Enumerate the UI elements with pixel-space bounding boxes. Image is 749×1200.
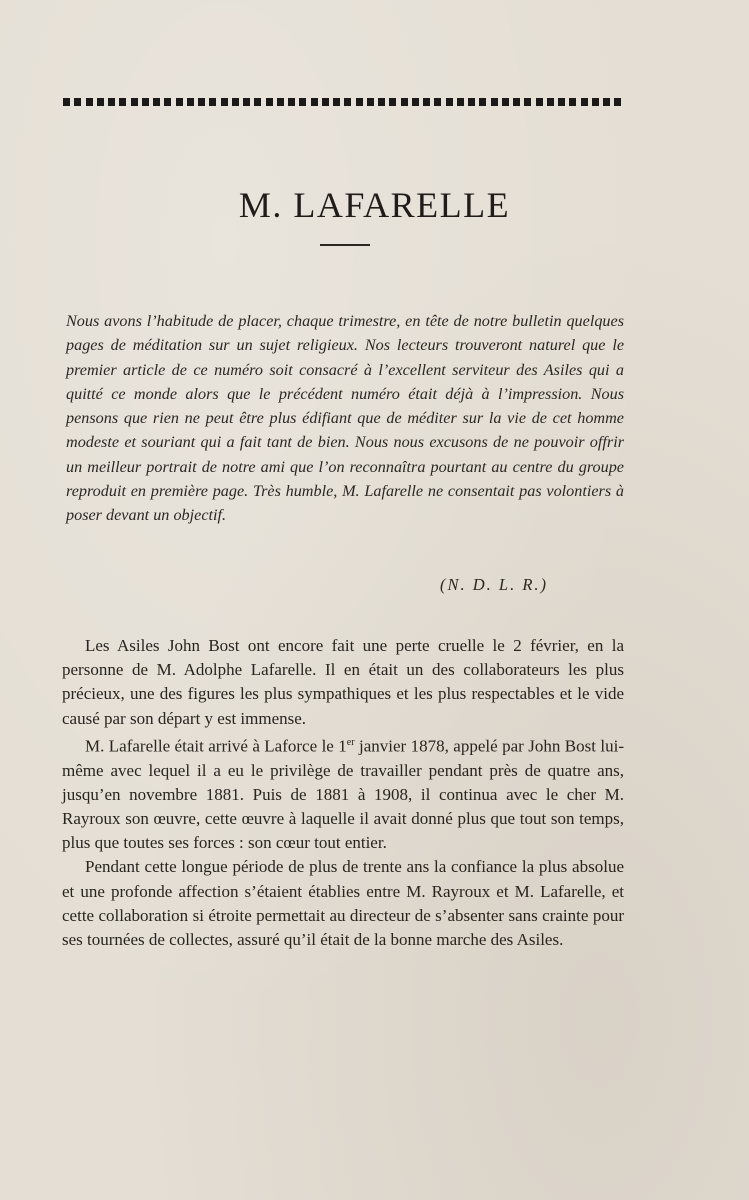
rule-block [119,98,126,106]
rule-block [446,98,453,106]
rule-block [187,98,194,106]
rule-block [288,98,295,106]
rule-block [468,98,475,106]
rule-block [491,98,498,106]
rule-block [176,98,183,106]
rule-block [232,98,239,106]
rule-block [74,98,81,106]
rule-block [423,98,430,106]
article-paragraph: Les Asiles John Bost ont encore fait une perte cruelle le 2 février, en la personne de M. Adolphe Lafarelle. Il en était un des collaborateurs les plus précieux, une des figures les plus sympathiques et les plus respectables et le vide causé par son départ y est immense. [62,636,624,728]
rule-block [277,98,284,106]
rule-block [457,98,464,106]
rule-block [97,98,104,106]
rule-block [547,98,554,106]
rule-block [311,98,318,106]
rule-block [344,98,351,106]
rule-block [164,98,171,106]
rule-block [254,98,261,106]
rule-block [63,98,70,106]
paragraph-text: janvier 1878, appelé par John Bost lui-même avec lequel il a eu le privilège de travailler pendant près de quatre ans, jusqu’en novembre 1881. Puis de 1881 à 1908, il continua avec le cher M. Rayroux son œuvre, cette œuvre à laquelle il avait donné plus que tout son temps, plus que toutes ses forces : son cœur tout entier. [62,736,624,853]
article-body [62,634,624,952]
page-title: M. LAFARELLE [238,185,511,225]
rule-block [367,98,374,106]
rule-block [389,98,396,106]
rule-block [502,98,509,106]
article-paragraph: Pendant cette longue période de plus de trente ans la confiance la plus absolue et une profonde affection s’étaient établies entre M. Rayroux et M. Lafarelle, et cette collaboration si étroite permettait au directeur de s’absenter sans crainte pour ses tournées de collectes, assuré qu’il était de la bonne marche des Asiles. [62,857,624,950]
rule-block [243,98,250,106]
rule-block [603,98,610,106]
decorative-top-rule [63,98,622,106]
rule-block [378,98,385,106]
rule-block [513,98,520,106]
rule-block [569,98,576,106]
rule-block [581,98,588,106]
rule-block [266,98,273,106]
rule-block [333,98,340,106]
title-underline [320,244,370,246]
rule-block [524,98,531,106]
rule-block [131,98,138,106]
rule-block [221,98,228,106]
rule-block [108,98,115,106]
rule-block [356,98,363,106]
rule-block [198,98,205,106]
rule-block [142,98,149,106]
rule-block [614,98,621,106]
rule-block [86,98,93,106]
paragraph-text: M. Lafarelle était arrivé à Laforce le 1 [85,736,347,756]
rule-block [434,98,441,106]
rule-block [592,98,599,106]
rule-block [536,98,543,106]
article-paragraph [62,731,624,856]
rule-block [479,98,486,106]
rule-block [209,98,216,106]
rule-block [558,98,565,106]
rule-block [299,98,306,106]
editorial-note: Nous avons l’habitude de placer, chaque trimestre, en tête de notre bulletin quelques pages de méditation sur un sujet religieux. Nos lecteurs trouveront naturel que le premier article de ce numéro soit consacré à l’excellent serviteur des Asiles qui a quitté ce monde alors que le précédent numéro était déjà à l’impression. Nous pensons que rien ne peut être plus édifiant que de méditer sur la vie de cet homme modeste et souriant qui a fait tant de bien. Nous nous excusons de ne pouvoir offrir un meilleur portrait de notre ami que l’on reconnaîtra pourtant au centre du groupe reproduit en première page. Très humble, M. Lafarelle ne consentait pas volontiers à poser devant un objectif. [66,312,624,525]
editorial-signature: (N. D. L. R.) [440,575,549,594]
rule-block [401,98,408,106]
rule-block [412,98,419,106]
rule-block [322,98,329,106]
ordinal-suffix: er [346,736,355,748]
rule-block [153,98,160,106]
